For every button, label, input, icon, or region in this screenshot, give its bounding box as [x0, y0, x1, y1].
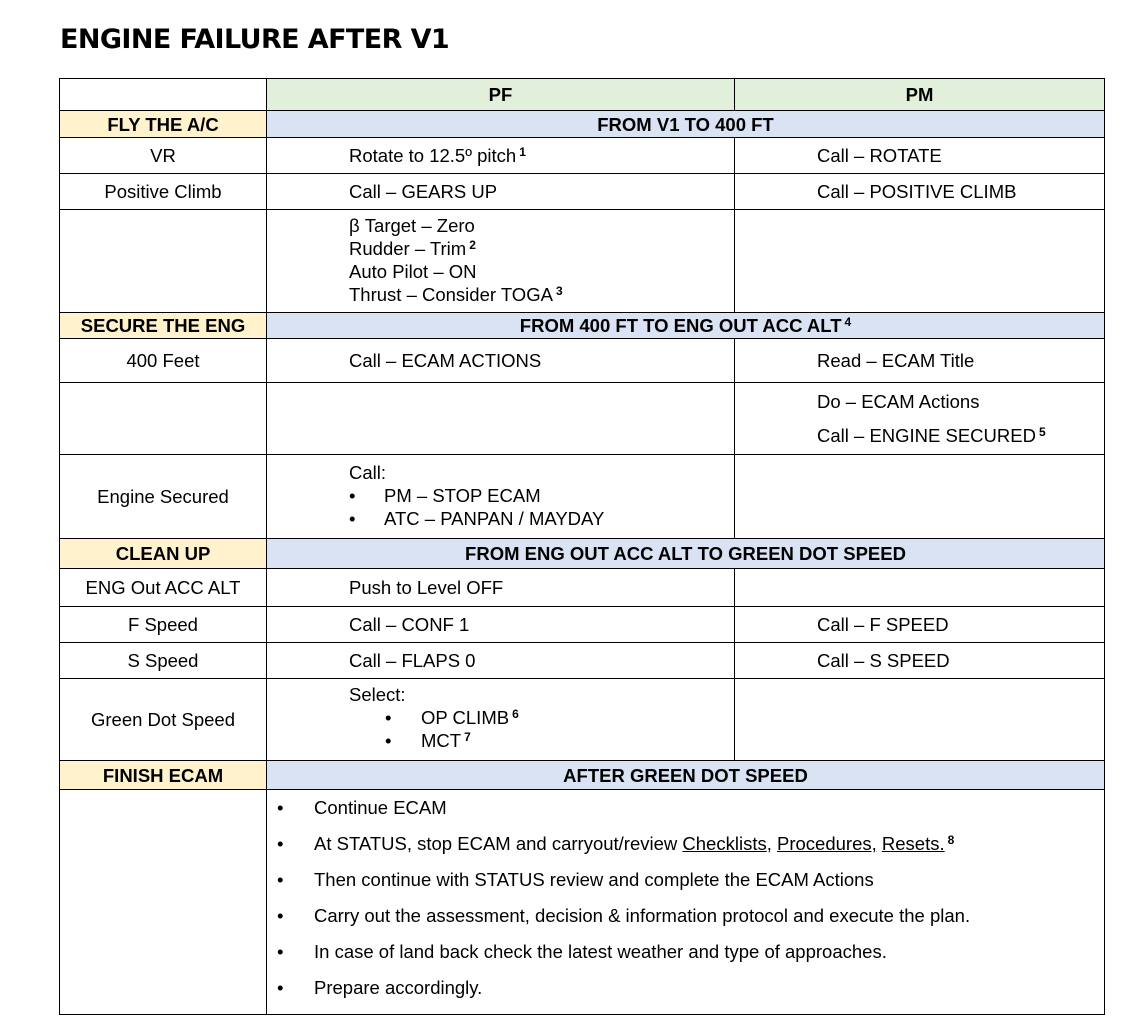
trigger-cell: VR — [60, 138, 267, 174]
pm-cell: Read – ECAM Title — [735, 339, 1105, 383]
trigger-cell: S Speed — [60, 643, 267, 679]
trigger-cell: 400 Feet — [60, 339, 267, 383]
footnote-ref: 7 — [464, 730, 471, 744]
pm-cell — [735, 210, 1105, 313]
pf-text: Rudder – Trim — [349, 238, 467, 259]
procedures-link[interactable]: Procedures, — [777, 833, 877, 854]
bullet-icon: • — [385, 730, 392, 751]
pm-cell: Call – S SPEED — [735, 643, 1105, 679]
table-row — [60, 210, 1105, 313]
trigger-cell — [60, 383, 267, 455]
footnote-ref: 8 — [947, 833, 955, 847]
pf-line: Call: — [349, 462, 387, 483]
footnote-ref: 5 — [1038, 425, 1046, 439]
list-item — [349, 484, 734, 507]
table-row — [60, 790, 1105, 1015]
pm-line — [817, 424, 1104, 447]
list-item-text: PM – STOP ECAM — [384, 485, 541, 506]
table-row — [60, 455, 1105, 539]
list-item-text: OP CLIMB — [421, 707, 510, 728]
list-item-text: Then continue with STATUS review and complete the ECAM Actions — [314, 869, 874, 890]
resets-link[interactable]: Resets. — [881, 833, 945, 854]
section-row-secure — [60, 313, 1105, 339]
section-label-fly: FLY THE A/C — [60, 111, 267, 138]
pf-cell — [267, 455, 735, 539]
pf-cell: Push to Level OFF — [267, 569, 735, 607]
table-row — [60, 138, 1105, 174]
header-pf: PF — [267, 79, 735, 111]
table-row — [60, 339, 1105, 383]
band-text: FROM 400 FT TO ENG OUT ACC ALT — [519, 315, 842, 336]
table-row — [60, 643, 1105, 679]
trigger-cell: F Speed — [60, 607, 267, 643]
list-item-text: Continue ECAM — [314, 797, 447, 818]
section-row-finish — [60, 761, 1105, 790]
phase-band-finish: AFTER GREEN DOT SPEED — [267, 761, 1105, 790]
procedure-table — [59, 78, 1105, 1015]
pm-cell — [735, 455, 1105, 539]
list-item — [349, 729, 734, 752]
trigger-cell — [60, 210, 267, 313]
footnote-ref: 4 — [844, 315, 852, 329]
pf-cell: Call – FLAPS 0 — [267, 643, 735, 679]
section-row-fly — [60, 111, 1105, 138]
bullet-icon: • — [277, 869, 284, 890]
header-empty-cell — [60, 79, 267, 111]
pm-line: Do – ECAM Actions — [817, 391, 980, 412]
finish-list — [267, 790, 1105, 1015]
pf-line: Auto Pilot – ON — [349, 261, 477, 282]
bullet-icon: • — [277, 905, 284, 926]
list-item-text: Carry out the assessment, decision & information protocol and execute the plan. — [314, 905, 971, 926]
list-item — [277, 796, 1104, 832]
page-title: ENGINE FAILURE AFTER V1 — [60, 24, 450, 55]
pf-line: β Target – Zero — [349, 215, 475, 236]
list-item — [277, 976, 1104, 1012]
table-row — [60, 174, 1105, 210]
list-item-text: At STATUS, stop ECAM and carryout/review — [314, 833, 683, 854]
pf-cell — [267, 210, 735, 313]
pf-line: Select: — [349, 684, 406, 705]
list-item — [277, 904, 1104, 940]
separator-text: , — [766, 833, 777, 854]
footnote-ref: 2 — [469, 238, 476, 252]
pm-cell: Call – F SPEED — [735, 607, 1105, 643]
bullet-icon: • — [277, 941, 284, 962]
table-row — [60, 569, 1105, 607]
list-item — [277, 868, 1104, 904]
checklists-link[interactable]: Checklists — [682, 833, 767, 854]
trigger-cell: Green Dot Speed — [60, 679, 267, 761]
list-item-text: In case of land back check the latest weather and type of approaches. — [314, 941, 887, 962]
pf-cell — [267, 679, 735, 761]
bullet-icon: • — [277, 833, 284, 854]
table-row — [60, 383, 1105, 455]
table-row — [60, 679, 1105, 761]
pf-cell — [267, 138, 735, 174]
pm-cell — [735, 569, 1105, 607]
footnote-ref: 3 — [555, 284, 563, 298]
pm-cell — [735, 679, 1105, 761]
table-row — [60, 607, 1105, 643]
pm-cell — [735, 383, 1105, 455]
phase-band-clean: FROM ENG OUT ACC ALT TO GREEN DOT SPEED — [267, 539, 1105, 569]
list-item-text: ATC – PANPAN / MAYDAY — [384, 508, 605, 529]
pm-cell: Call – ROTATE — [735, 138, 1105, 174]
pm-text: Call – ENGINE SECURED — [817, 425, 1036, 446]
pf-text: Thrust – Consider TOGA — [349, 284, 553, 305]
pf-cell — [267, 383, 735, 455]
list-item — [277, 832, 1104, 868]
pf-text: Rotate to 12.5º pitch — [349, 145, 517, 166]
section-label-secure: SECURE THE ENG — [60, 313, 267, 339]
trigger-cell — [60, 790, 267, 1015]
list-item — [349, 706, 734, 729]
list-item — [349, 507, 734, 530]
phase-band-fly: FROM V1 TO 400 FT — [267, 111, 1105, 138]
bullet-icon: • — [277, 797, 284, 818]
trigger-cell: ENG Out ACC ALT — [60, 569, 267, 607]
section-row-clean — [60, 539, 1105, 569]
bullet-icon: • — [349, 485, 356, 506]
pf-cell: Call – CONF 1 — [267, 607, 735, 643]
trigger-cell: Positive Climb — [60, 174, 267, 210]
pm-cell: Call – POSITIVE CLIMB — [735, 174, 1105, 210]
trigger-cell: Engine Secured — [60, 455, 267, 539]
header-pm: PM — [735, 79, 1105, 111]
table-header-row — [60, 79, 1105, 111]
bullet-icon: • — [349, 508, 356, 529]
section-label-finish: FINISH ECAM — [60, 761, 267, 790]
section-label-clean: CLEAN UP — [60, 539, 267, 569]
pf-line — [349, 237, 734, 260]
phase-band-secure — [267, 313, 1105, 339]
pf-cell: Call – GEARS UP — [267, 174, 735, 210]
list-item-text: MCT — [421, 730, 462, 751]
bullet-icon: • — [385, 707, 392, 728]
pf-cell: Call – ECAM ACTIONS — [267, 339, 735, 383]
footnote-ref: 6 — [512, 707, 519, 721]
list-item-text: Prepare accordingly. — [314, 977, 483, 998]
bullet-icon: • — [277, 977, 284, 998]
pf-line — [349, 283, 734, 306]
footnote-ref: 1 — [519, 145, 526, 159]
list-item — [277, 940, 1104, 976]
